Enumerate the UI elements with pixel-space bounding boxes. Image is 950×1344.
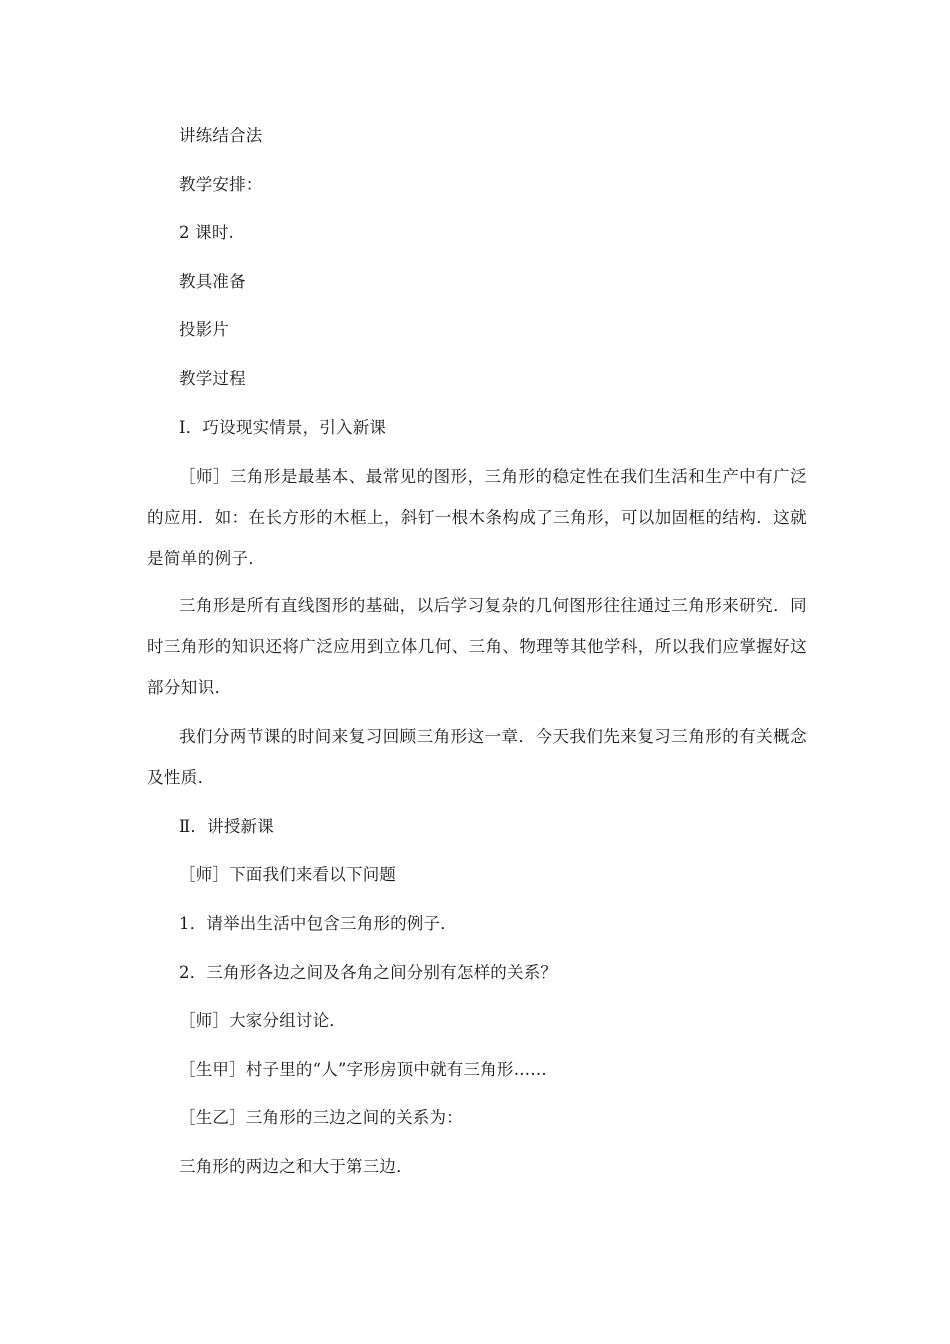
teacher-discuss: ［师］大家分组讨论．	[179, 1011, 346, 1030]
tools-label: 教具准备	[179, 272, 246, 291]
question-2: 2．三角形各边之间及各角之间分别有怎样的关系？	[179, 963, 558, 982]
student-a-answer: ［生甲］村子里的“人”字形房顶中就有三角形……	[179, 1060, 547, 1079]
section-heading-1: Ⅰ．巧设现实情景，引入新课	[179, 418, 387, 437]
student-b-answer: ［生乙］三角形的三边之间的关系为：	[179, 1108, 463, 1127]
teacher-question: ［师］下面我们来看以下问题	[179, 865, 397, 884]
paragraph-plan: 我们分两节课的时间来复习回顾三角形这一章．今天我们先来复习三角形的有关概念及性质．	[147, 727, 807, 787]
triangle-inequality: 三角形的两边之和大于第三边．	[179, 1157, 413, 1176]
section-heading-2: Ⅱ．讲授新课	[179, 817, 274, 836]
paragraph-intro: ［师］三角形是最基本、最常见的图形，三角形的稳定性在我们生活和生产中有广泛的应用．如：在长方形的木框上，斜钉一根木条构成了三角形，可以加固框的结构．这就是简单的例子．	[147, 467, 807, 568]
teaching-method: 讲练结合法	[179, 126, 263, 145]
question-1: 1．请举出生活中包含三角形的例子．	[179, 914, 457, 933]
process-label: 教学过程	[179, 369, 246, 388]
schedule-label: 教学安排：	[179, 175, 263, 194]
tools-value: 投影片	[179, 320, 230, 339]
schedule-value: 2 课时.	[179, 223, 234, 242]
paragraph-foundation: 三角形是所有直线图形的基础，以后学习复杂的几何图形往往通过三角形来研究．同时三角形的知识还将广泛应用到立体几何、三角、物理等其他学科，所以我们应掌握好这部分知识．	[147, 596, 807, 697]
